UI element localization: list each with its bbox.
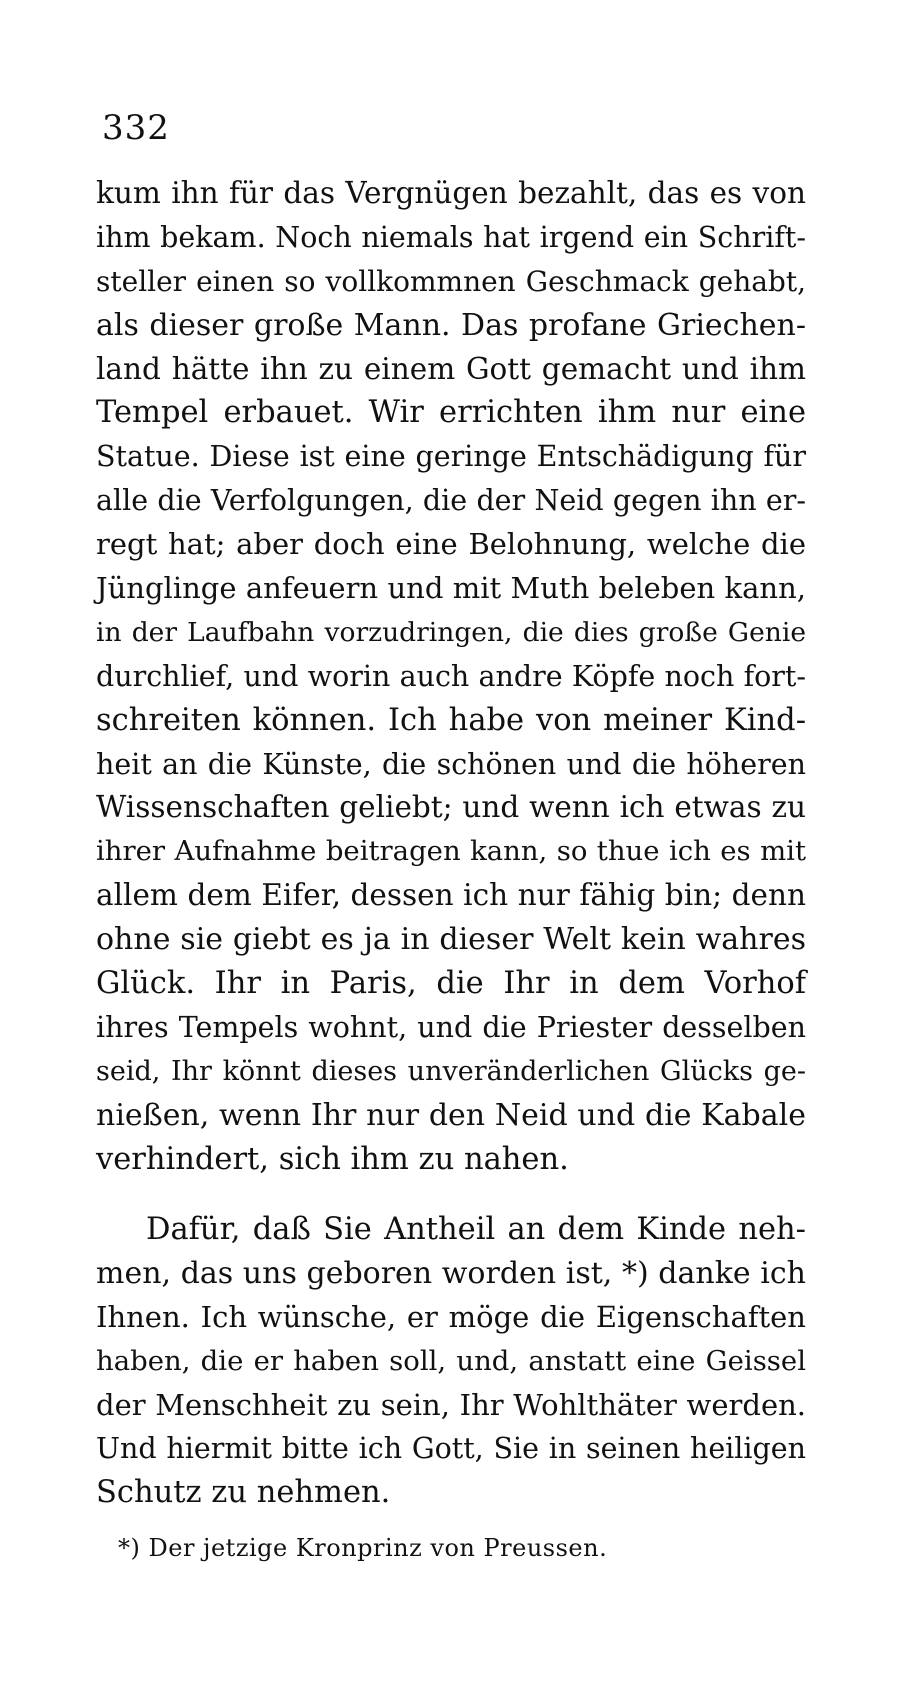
text-line: ihrer Aufnahme beitragen kann, so thue ich es mit <box>96 835 806 868</box>
page-number: 332 <box>102 108 170 148</box>
body-paragraph <box>96 1208 806 1515</box>
text-line: in der Laufbahn vorzudringen, die dies große Genie <box>96 616 806 648</box>
text-line: allem dem Eifer, dessen ich nur fähig bin; denn <box>96 878 806 913</box>
text-line: schreiten können. Ich habe von meiner Kind- <box>96 702 806 738</box>
text-line: der Menschheit zu sein, Ihr Wohlthäter werden. <box>96 1387 806 1422</box>
text-line: Und hiermit bitte ich Gott, Sie in seinen heiligen <box>96 1432 806 1466</box>
text-line: ohne sie giebt es ja in dieser Welt kein wahres <box>96 922 806 958</box>
text-line: land hätte ihn zu einem Gott gemacht und ihm <box>96 351 806 386</box>
text-line: seid, Ihr könnt dieses unveränderlichen Glücks ge- <box>96 1055 806 1087</box>
text-line: alle die Verfolgungen, die der Neid gegen ihn er- <box>96 484 806 518</box>
text-line: heit an die Künste, die schönen und die höheren <box>96 747 806 781</box>
footnote: *) Der jetzige Kronprinz von Preussen. <box>118 1534 608 1562</box>
text-line: steller einen so vollkommnen Geschmack gehabt, <box>96 264 806 298</box>
text-line: Dafür, daß Sie Antheil an dem Kinde neh- <box>146 1212 806 1247</box>
text-line: Wissenschaften geliebt; und wenn ich etwas zu <box>96 790 806 825</box>
text-line: nießen, wenn Ihr nur den Neid und die Kabale <box>96 1097 806 1133</box>
text-line: ihres Tempels wohnt, und die Priester desselben <box>96 1010 806 1044</box>
text-line: verhindert, sich ihm zu nahen. <box>96 1141 569 1177</box>
text-line: Jünglinge anfeuern und mit Muth beleben kann, <box>96 571 806 606</box>
text-line: durchlief, und worin auch andre Köpfe noch fort- <box>96 659 806 693</box>
text-line: Ihnen. Ich wünsche, er möge die Eigenschaften <box>96 1299 806 1334</box>
text-line: haben, die er haben soll, und, anstatt eine Geissel <box>96 1344 806 1377</box>
body-paragraph <box>96 172 806 1181</box>
text-line: men, das uns geboren worden ist, *) danke ich <box>96 1255 806 1291</box>
text-line: Tempel erbauet. Wir errichten ihm nur eine <box>96 395 806 431</box>
text-line: Schutz zu nehmen. <box>96 1475 391 1511</box>
text-line: regt hat; aber doch eine Belohnung, welche die <box>96 527 806 562</box>
text-line: Statue. Diese ist eine geringe Entschädigung für <box>96 440 806 474</box>
text-line: kum ihn für das Vergnügen bezahlt, das es von <box>96 176 806 210</box>
text-line: Glück. Ihr in Paris, die Ihr in dem Vorhof <box>96 966 806 1002</box>
text-line: ihm bekam. Noch niemals hat irgend ein Schrift- <box>96 220 806 254</box>
text-line: als dieser große Mann. Das profane Griechen- <box>96 307 806 343</box>
